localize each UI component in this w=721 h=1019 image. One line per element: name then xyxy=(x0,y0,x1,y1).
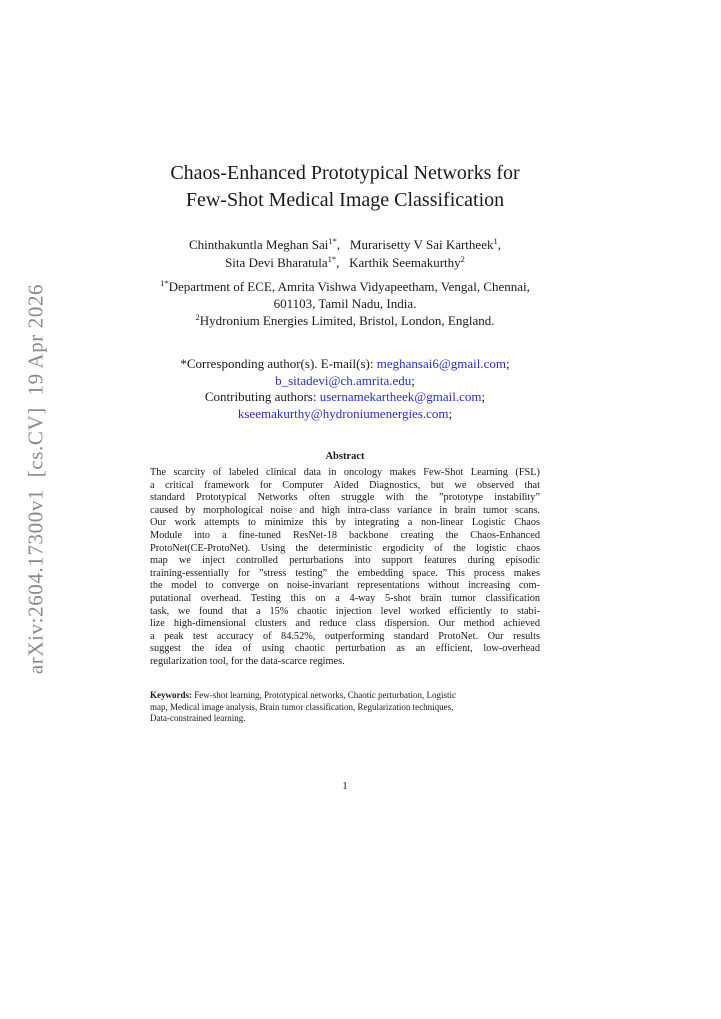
abstract-line: task, we found that a 15% chaotic injection level worked efficiently to stabi- xyxy=(150,605,540,617)
author-sup: 2 xyxy=(460,254,465,264)
corresponding-label: *Corresponding author(s). E-mail(s): xyxy=(180,356,374,371)
contact-info: *Corresponding author(s). E-mail(s): meghansai6@gmail.com; b_sitadevi@ch.amrita.edu; Contributing authors: usernamekartheek@gmail.com; kseemakurthy@hydroniumenergies.com; xyxy=(180,356,510,421)
email-link[interactable]: kseemakurthy@hydroniumenergies.com xyxy=(237,405,449,421)
author-sup: 1* xyxy=(328,236,337,246)
keywords xyxy=(150,690,540,725)
author-name: Murarisetty V Sai Kartheek xyxy=(349,237,494,252)
author-name: Karthik Seemakurthy xyxy=(349,255,461,270)
email-link[interactable]: meghansai6@gmail.com xyxy=(376,356,507,371)
affiliation-sup: 2 xyxy=(195,312,200,322)
author-name: Chinthakuntla Meghan Sai xyxy=(189,237,329,252)
abstract-line: lize high-dimensional clusters and reduce class dispersion. Our method achieved xyxy=(150,618,540,630)
author-list: Chinthakuntla Meghan Sai$^{1*}$, Murarisetty V Sai Kartheek$^1$, Sita Devi Bharatula$^{1*}$, Karthik Seemakurthy$^2$ xyxy=(189,236,501,270)
keywords-text: Data-constrained learning. xyxy=(150,713,246,723)
abstract-line: a critical framework for Computer Aided Diagnostics, but we observed that xyxy=(150,479,540,491)
page-number: 1 xyxy=(342,780,348,792)
affiliation-line: Hydronium Energies Limited, Bristol, London, England. xyxy=(199,313,495,328)
abstract-line: Module into a fine-tuned ResNet-18 backbone creating the Chaos-Enhanced xyxy=(150,529,540,541)
abstract-line: the model to converge on noise-invariant representations without increasing com- xyxy=(150,580,540,592)
abstract-line: Our work attempts to minimize this by integrating a non-linear Logistic Chaos xyxy=(150,517,540,529)
arxiv-stamp-text: arXiv:2604.17300v1 [cs.CV] 19 Apr 2026 xyxy=(23,283,48,675)
keywords-text: map, Medical image analysis, Brain tumor classification, Regularization techniques, xyxy=(150,701,454,712)
affiliation-line: 601103, Tamil Nadu, India. xyxy=(273,296,417,311)
abstract-line: map we inject controlled perturbations into support features during episodic xyxy=(150,555,540,567)
abstract-body xyxy=(150,467,540,669)
author-name: Sita Devi Bharatula xyxy=(225,255,328,270)
abstract-line: regularization tool, for the data-scarce regimes. xyxy=(150,655,345,667)
abstract-line: The scarcity of labeled clinical data in oncology makes Few-Shot Learning (FSL) xyxy=(150,467,540,478)
author-sup: 1 xyxy=(493,236,498,246)
title-line: Few-Shot Medical Image Classification xyxy=(185,189,505,211)
abstract-heading: Abstract xyxy=(325,451,365,462)
abstract-line: training-essentially for ”stress testing” the embedding space. This process makes xyxy=(150,567,540,579)
contributing-label: Contributing authors: xyxy=(204,389,317,404)
abstract-line: standard Prototypical Networks often struggle with the ”prototype instability” xyxy=(150,492,540,504)
author-sup: 1* xyxy=(327,254,337,264)
email-link[interactable]: b_sitadevi@ch.amrita.edu xyxy=(275,372,412,388)
abstract-line: putational overhead. Testing this on a 4-way 5-shot brain tumor classification xyxy=(150,592,540,604)
affiliation-line: Department of ECE, Amrita Vishwa Vidyapeetham, Vengal, Chennai, xyxy=(168,279,530,294)
title-line: Chaos-Enhanced Prototypical Networks for xyxy=(170,162,520,184)
abstract-line: a peak test accuracy of 84.52%, outperforming standard ProtoNet. Our results xyxy=(150,630,540,642)
abstract-line: ProtoNet(CE-ProtoNet). Using the deterministic ergodicity of the logistic chaos xyxy=(150,542,540,554)
keywords-text: Few-shot learning, Prototypical networks, Chaotic perturbation, Logistic xyxy=(194,690,456,700)
abstract-line: suggest the idea of using chaotic perturbation as an efficient, low-overhead xyxy=(150,643,540,655)
affiliation-sup: 1* xyxy=(160,278,169,288)
email-link[interactable]: usernamekartheek@gmail.com xyxy=(319,389,482,404)
abstract-line: caused by morphological noise and high intra-class variance in brain tumor scans. xyxy=(150,504,540,516)
affiliations xyxy=(135,278,555,329)
keywords-label: Keywords: xyxy=(150,690,192,700)
paper-title xyxy=(135,160,555,214)
